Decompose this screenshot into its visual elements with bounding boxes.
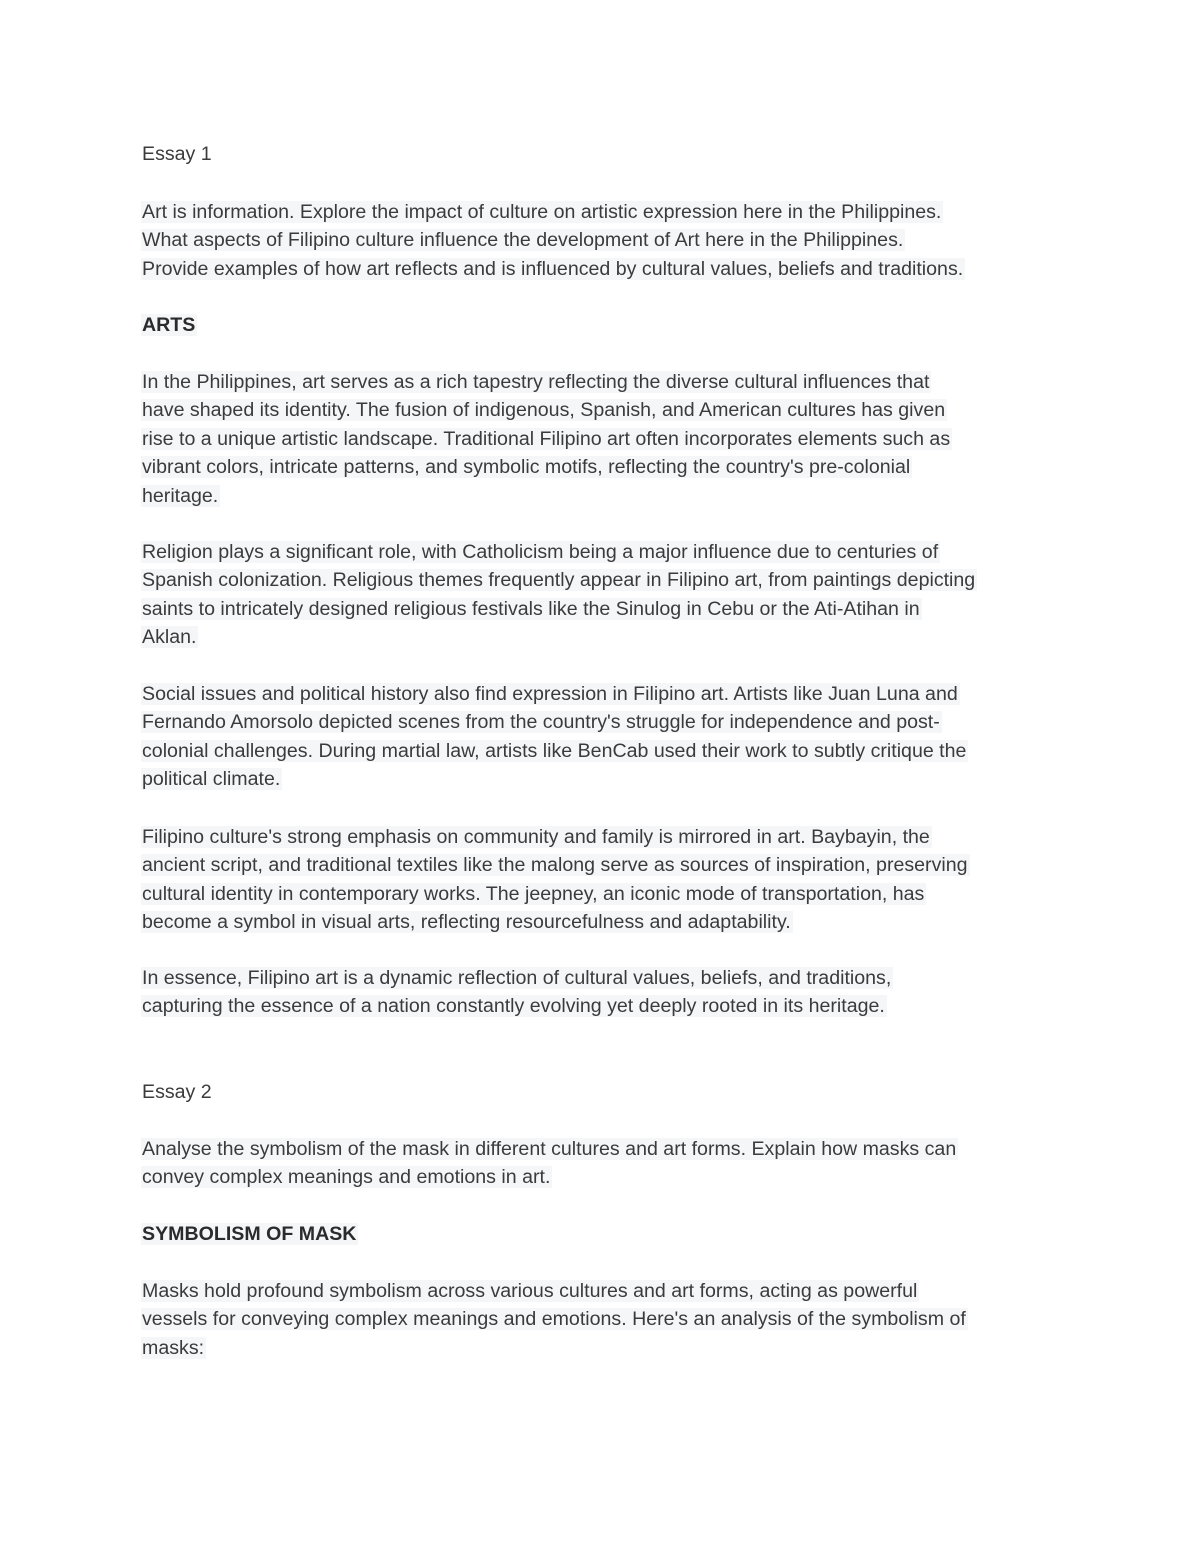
essay-1-label-text: Essay 1: [142, 143, 212, 165]
prompt-line: What aspects of Filipino culture influence the development of Art here in the Philippines.: [142, 229, 904, 252]
paragraph-line: Religion plays a significant role, with Catholicism being a major influence due to centuries of: [142, 541, 939, 563]
essay-2-label: [141, 1078, 1071, 1106]
essay-1-paragraph-1: [141, 368, 1071, 510]
paragraph-line: heritage.: [142, 484, 219, 507]
paragraph-line: Social issues and political history also find expression in Filipino art. Artists like Juan Luna and: [142, 683, 958, 705]
paragraph-line: vessels for conveying complex meanings and emotions. Here's an analysis of the symbolism of: [142, 1308, 966, 1331]
essay-2-label-text: Essay 2: [142, 1081, 212, 1103]
paragraph-line: masks:: [142, 1336, 205, 1359]
paragraph-line: rise to a unique artistic landscape. Traditional Filipino art often incorporates elements such as: [142, 427, 951, 450]
essay-1-paragraph-2: [141, 538, 1071, 652]
essay-1-prompt: [141, 198, 1071, 283]
prompt-line: Analyse the symbolism of the mask in different cultures and art forms. Explain how masks can: [142, 1138, 957, 1160]
prompt-line: Provide examples of how art reflects and is influenced by cultural values, beliefs and traditions.: [142, 257, 964, 280]
paragraph-line: political climate.: [142, 768, 281, 791]
paragraph-line: become a symbol in visual arts, reflecting resourcefulness and adaptability.: [142, 911, 791, 934]
essay-1-paragraph-4: [141, 823, 1071, 937]
essay-1-paragraph-3: [141, 680, 1071, 794]
essay-1-label: [141, 140, 1071, 168]
paragraph-line: Spanish colonization. Religious themes frequently appear in Filipino art, from paintings depicting: [142, 569, 976, 592]
paragraph-line: saints to intricately designed religious festivals like the Sinulog in Cebu or the Ati-Atihan in: [142, 597, 920, 620]
paragraph-line: ancient script, and traditional textiles like the malong serve as sources of inspiration, preserving: [142, 854, 968, 877]
paragraph-line: Filipino culture's strong emphasis on community and family is mirrored in art. Baybayin, the: [142, 826, 930, 848]
paragraph-line: capturing the essence of a nation constantly evolving yet deeply rooted in its heritage.: [142, 995, 885, 1018]
paragraph-line: vibrant colors, intricate patterns, and symbolic motifs, reflecting the country's pre-colonial: [142, 456, 911, 479]
paragraph-line: In the Philippines, art serves as a rich tapestry reflecting the diverse cultural influences that: [142, 371, 930, 393]
heading-text: ARTS: [142, 314, 196, 336]
paragraph-line: Aklan.: [142, 626, 197, 649]
paragraph-line: Fernando Amorsolo depicted scenes from the country's struggle for independence and post-: [142, 711, 940, 734]
paragraph-line: In essence, Filipino art is a dynamic reflection of cultural values, beliefs, and traditions,: [142, 967, 892, 989]
heading-text: SYMBOLISM OF MASK: [142, 1223, 357, 1245]
paragraph-line: cultural identity in contemporary works. The jeepney, an iconic mode of transportation, has: [142, 882, 925, 905]
paragraph-line: colonial challenges. During martial law, artists like BenCab used their work to subtly critique the: [142, 739, 967, 762]
essay-1-paragraph-5: [141, 964, 1071, 1021]
prompt-line: Art is information. Explore the impact of culture on artistic expression here in the Philippines.: [142, 201, 942, 223]
essay-2-paragraph-1: [141, 1277, 1071, 1362]
essay-2-prompt: [141, 1135, 1071, 1192]
essay-1-heading: [141, 311, 1071, 339]
paragraph-line: have shaped its identity. The fusion of indigenous, Spanish, and American cultures has given: [142, 399, 946, 422]
essay-2-heading: [141, 1220, 1071, 1248]
prompt-line: convey complex meanings and emotions in art.: [142, 1166, 551, 1189]
paragraph-line: Masks hold profound symbolism across various cultures and art forms, acting as powerful: [142, 1280, 918, 1302]
